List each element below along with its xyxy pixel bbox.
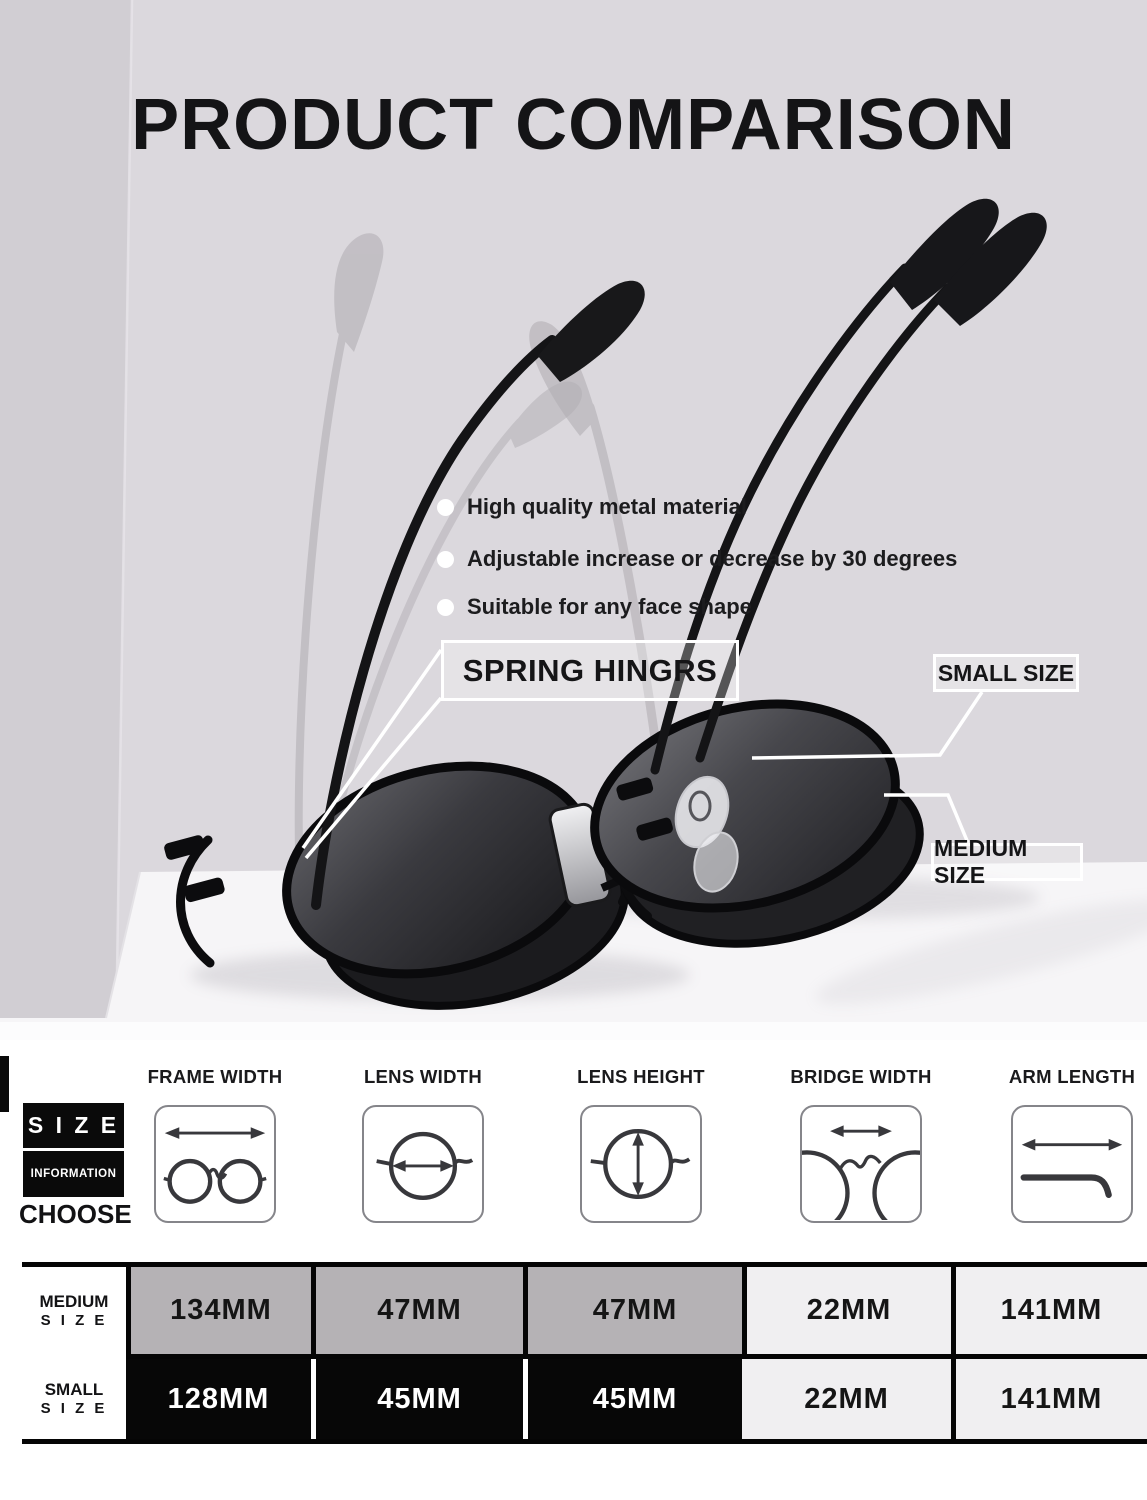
table-bottom-border — [22, 1439, 1147, 1444]
row-label-medium — [22, 1267, 126, 1354]
arm-length-icon — [1011, 1105, 1133, 1223]
page-title: PRODUCT COMPARISON — [131, 85, 1016, 165]
table-cell-medium-lens-width: 47MM — [311, 1267, 523, 1354]
row-label-text: S I Z E — [40, 1311, 108, 1329]
column-header-lens-height: LENS HEIGHT — [577, 1066, 705, 1087]
feature-item — [437, 494, 747, 520]
row-label-small — [22, 1359, 126, 1439]
lens-width-icon — [362, 1105, 484, 1223]
table-cell-medium-bridge-width: 22MM — [742, 1267, 951, 1354]
size-info-choose-label: CHOOSE — [19, 1199, 132, 1229]
row-label-text: MEDIUM — [39, 1291, 109, 1311]
feature-text: High quality metal material — [467, 494, 747, 519]
callout-small-size: SMALL SIZE — [933, 654, 1079, 692]
feature-text: Adjustable increase or decrease by 30 degrees — [467, 546, 958, 571]
row-label-text: SMALL — [44, 1380, 104, 1399]
column-header-frame-width: FRAME WIDTH — [147, 1066, 283, 1087]
table-cell-small-lens-width: 45MM — [311, 1359, 523, 1439]
column-header-bridge-width: BRIDGE WIDTH — [790, 1066, 932, 1087]
size-info-information-label: INFORMATION — [23, 1151, 124, 1197]
table-cell-medium-arm-length: 141MM — [951, 1267, 1147, 1354]
table-cell-small-bridge-width: 22MM — [742, 1359, 951, 1439]
bullet-dot-icon — [437, 551, 454, 568]
bullet-dot-icon — [437, 599, 454, 616]
table-cell-small-frame-width: 128MM — [126, 1359, 311, 1439]
table-cell-small-arm-length: 141MM — [951, 1359, 1147, 1439]
callout-medium-size: MEDIUM SIZE — [931, 843, 1083, 881]
bullet-dot-icon — [437, 499, 454, 516]
feature-item — [437, 546, 957, 572]
bridge-width-icon — [800, 1105, 922, 1223]
column-header-lens-width: LENS WIDTH — [363, 1066, 483, 1087]
lens-height-icon — [580, 1105, 702, 1223]
row-label-text: S I Z E — [40, 1400, 108, 1418]
left-accent-bar — [0, 1056, 9, 1112]
table-cell-medium-lens-height: 47MM — [523, 1267, 742, 1354]
table-cell-medium-frame-width: 134MM — [126, 1267, 311, 1354]
frame-width-icon — [154, 1105, 276, 1223]
feature-text: Suitable for any face shape — [467, 594, 752, 619]
callout-spring-hinges: SPRING HINGRS — [441, 640, 739, 701]
feature-item — [437, 594, 752, 620]
column-header-arm-length: ARM LENGTH — [1008, 1066, 1136, 1087]
size-info-size-label: S I Z E — [23, 1103, 124, 1148]
table-cell-small-lens-height: 45MM — [523, 1359, 742, 1439]
